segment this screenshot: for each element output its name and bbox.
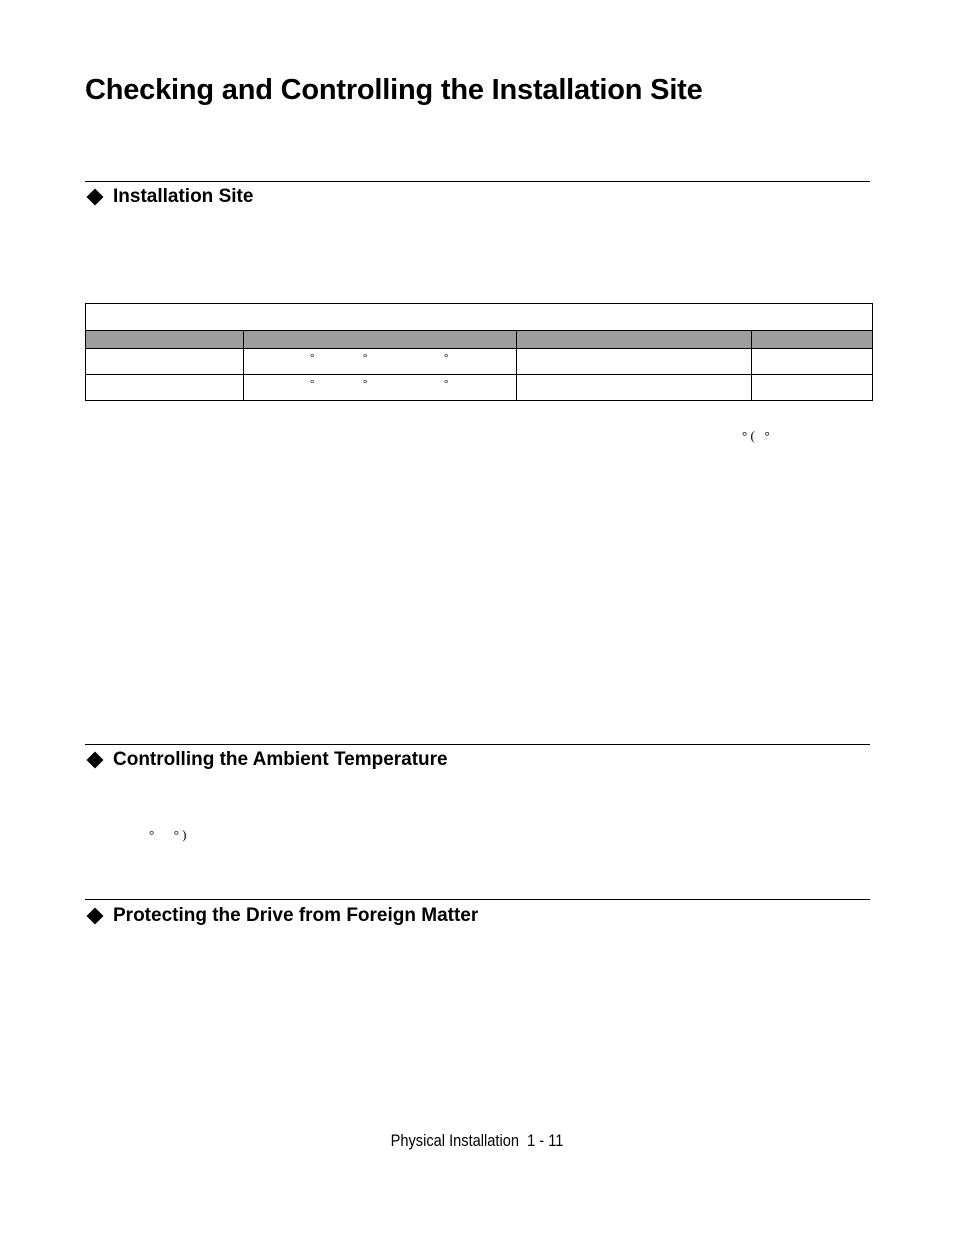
table-header-cell (244, 331, 517, 349)
page-title: Checking and Controlling the Installation Site (85, 74, 703, 106)
table-cell (752, 349, 873, 375)
page-footer: Physical Installation 1 - 11 (390, 1131, 564, 1150)
table-cell (86, 375, 244, 401)
table-cell-temperature (244, 375, 517, 401)
table-row (86, 375, 873, 401)
text-fragment-ambient-range: ° ° ) (149, 827, 187, 842)
section-divider (85, 899, 870, 900)
table-cell-temperature (244, 349, 517, 375)
section-heading-label: Installation Site (113, 186, 254, 207)
table-row (86, 349, 873, 375)
text-fragment-temperature-note: ° ( ° (742, 428, 770, 443)
degree-mark: ° (444, 378, 449, 390)
degree-mark: ° (363, 352, 368, 364)
table-caption-row (86, 304, 873, 331)
diamond-bullet-icon (87, 189, 104, 206)
table-cell (752, 375, 873, 401)
section-divider (85, 744, 870, 745)
degree-mark: ° (363, 378, 368, 390)
section-divider (85, 181, 870, 182)
table-header-cell (86, 331, 244, 349)
table-cell (86, 349, 244, 375)
degree-mark: ° (444, 352, 449, 364)
table-caption-cell (86, 304, 873, 331)
diamond-bullet-icon (87, 752, 104, 769)
section-heading-label: Protecting the Drive from Foreign Matter (113, 905, 479, 926)
section-heading-foreign-matter (85, 905, 478, 927)
installation-site-table (85, 303, 873, 401)
degree-mark: ° (310, 352, 315, 364)
table-header-row (86, 331, 873, 349)
degree-mark: ° (310, 378, 315, 390)
table-header-cell (517, 331, 752, 349)
section-heading-label: Controlling the Ambient Temperature (113, 749, 448, 770)
section-heading-installation-site (85, 186, 253, 208)
table-header-cell (752, 331, 873, 349)
diamond-bullet-icon (87, 908, 104, 925)
table-cell (517, 349, 752, 375)
table-cell (517, 375, 752, 401)
section-heading-ambient-temperature (85, 749, 448, 771)
